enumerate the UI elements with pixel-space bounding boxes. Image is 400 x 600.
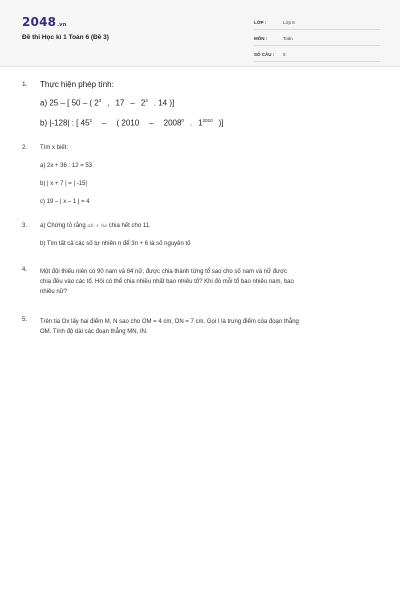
question-3a: a) Chứng tỏ rằng ab + ba chia hết cho 11. xyxy=(40,223,151,230)
exam-meta xyxy=(254,16,380,64)
question-3 xyxy=(22,223,380,247)
question-1b: b) |-128| : [ $45^2$ – ( 2010 – 2008$^0$ . $1^{2010}$ )] xyxy=(40,117,224,128)
meta-label-count: SỐ CÂU : xyxy=(254,52,275,57)
question-3b: b) Tìm tất cả các số tự nhiên n để 3n + 6 là số nguyên tố xyxy=(40,241,191,248)
question-2a: a) 2x + 36 : 12 = 53 xyxy=(40,163,93,170)
meta-row-class xyxy=(254,16,380,30)
overlined-expression: ab + ba xyxy=(87,223,108,230)
meta-value-subject: Toán xyxy=(283,36,293,41)
question-1a: a) 25 – [ 50 – ( $2^3$ , $17 - 2^3$ . 14 )] xyxy=(40,98,175,108)
exam-header xyxy=(0,0,400,67)
question-2c: c) 19 – | x – 1 | = 4 xyxy=(40,199,90,206)
meta-row-subject xyxy=(254,32,380,46)
meta-row-count xyxy=(254,48,380,62)
question-2 xyxy=(22,145,380,205)
meta-value-class: Lớp 6 xyxy=(283,20,295,25)
logo-tld: .vn xyxy=(57,22,67,28)
logo-main: 2048 xyxy=(22,15,57,29)
question-4-line: Một đội thiếu niên có 90 nam và 84 nữ, được chia thành từng tổ sao cho số nam và nữ được xyxy=(40,269,288,276)
exam-content xyxy=(22,78,380,337)
question-number: 1. xyxy=(22,81,28,88)
question-number: 5. xyxy=(22,317,28,324)
question-number: 2. xyxy=(22,145,28,152)
meta-label-subject: MÔN : xyxy=(254,36,268,41)
question-5-line: Trên tia Ox lấy hai điểm M, N sao cho OM = 4 cm, ON = 7 cm. Gọi I là trung điểm của đoạn thẳng xyxy=(40,319,299,326)
question-number: 4. xyxy=(22,267,28,274)
meta-value-count: 5 xyxy=(283,52,286,57)
question-title: Thực hiện phép tính: xyxy=(40,80,114,89)
question-4 xyxy=(22,267,380,297)
question-4-line: chia đều vào các tổ. Hỏi có thể chia nhiều nhất bao nhiêu tổ? Khi đó mỗi tổ bao nhiêu nam, bao xyxy=(40,279,294,286)
question-title: Tìm x biết: xyxy=(40,145,69,152)
question-number: 3. xyxy=(22,223,28,230)
question-1 xyxy=(22,80,380,127)
question-5-line: OM. Tính độ dài các đoạn thẳng MN, IN. xyxy=(40,329,148,336)
question-5 xyxy=(22,317,380,337)
exam-title: Đề thi Học kì 1 Toán 6 (Đề 3) xyxy=(22,34,109,41)
meta-label-class: LỚP : xyxy=(254,20,267,25)
site-logo[interactable] xyxy=(22,15,67,29)
question-4-line: nhiêu nữ? xyxy=(40,289,68,296)
question-2b: b) | x + 7 | = | -15| xyxy=(40,181,87,188)
